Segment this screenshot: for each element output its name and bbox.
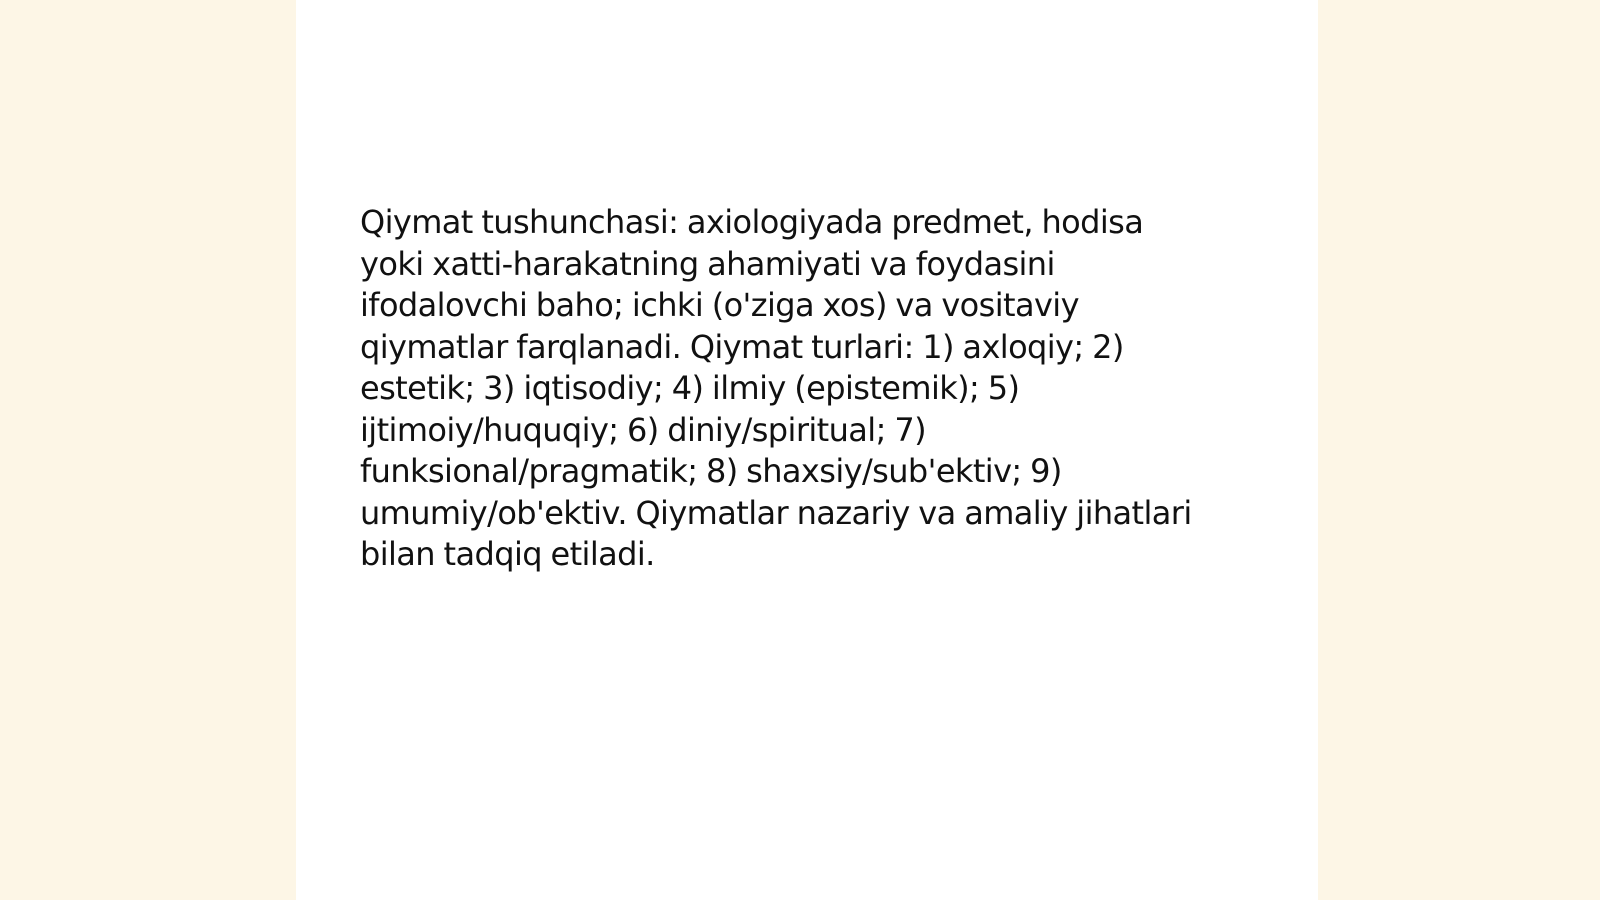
document-page [296, 0, 1318, 900]
paragraph-line: funksional/pragmatik; 8) shaxsiy/sub'ektiv; 9) [360, 452, 1062, 490]
paragraph-line: ifodalovchi baho; ichki (o'ziga xos) va vositaviy [360, 286, 1079, 324]
paragraph-line: qiymatlar farqlanadi. Qiymat turlari: 1) axloqiy; 2) [360, 327, 1124, 366]
paragraph-line: ijtimoiy/huquqiy; 6) diniy/spiritual; 7) [360, 410, 926, 449]
paragraph-line: estetik; 3) iqtisodiy; 4) ilmiy (epistemik); 5) [360, 369, 1020, 407]
body-paragraph [360, 202, 1240, 576]
paragraph-line: bilan tadqiq etiladi. [360, 535, 655, 573]
paragraph-line: yoki xatti-harakatning ahamiyati va foydasini [360, 244, 1055, 283]
paragraph-line: umumiy/ob'ektiv. Qiymatlar nazariy va amaliy jihatlari [360, 493, 1192, 532]
paragraph-line: Qiymat tushunchasi: axiologiyada predmet, hodisa [360, 203, 1144, 241]
